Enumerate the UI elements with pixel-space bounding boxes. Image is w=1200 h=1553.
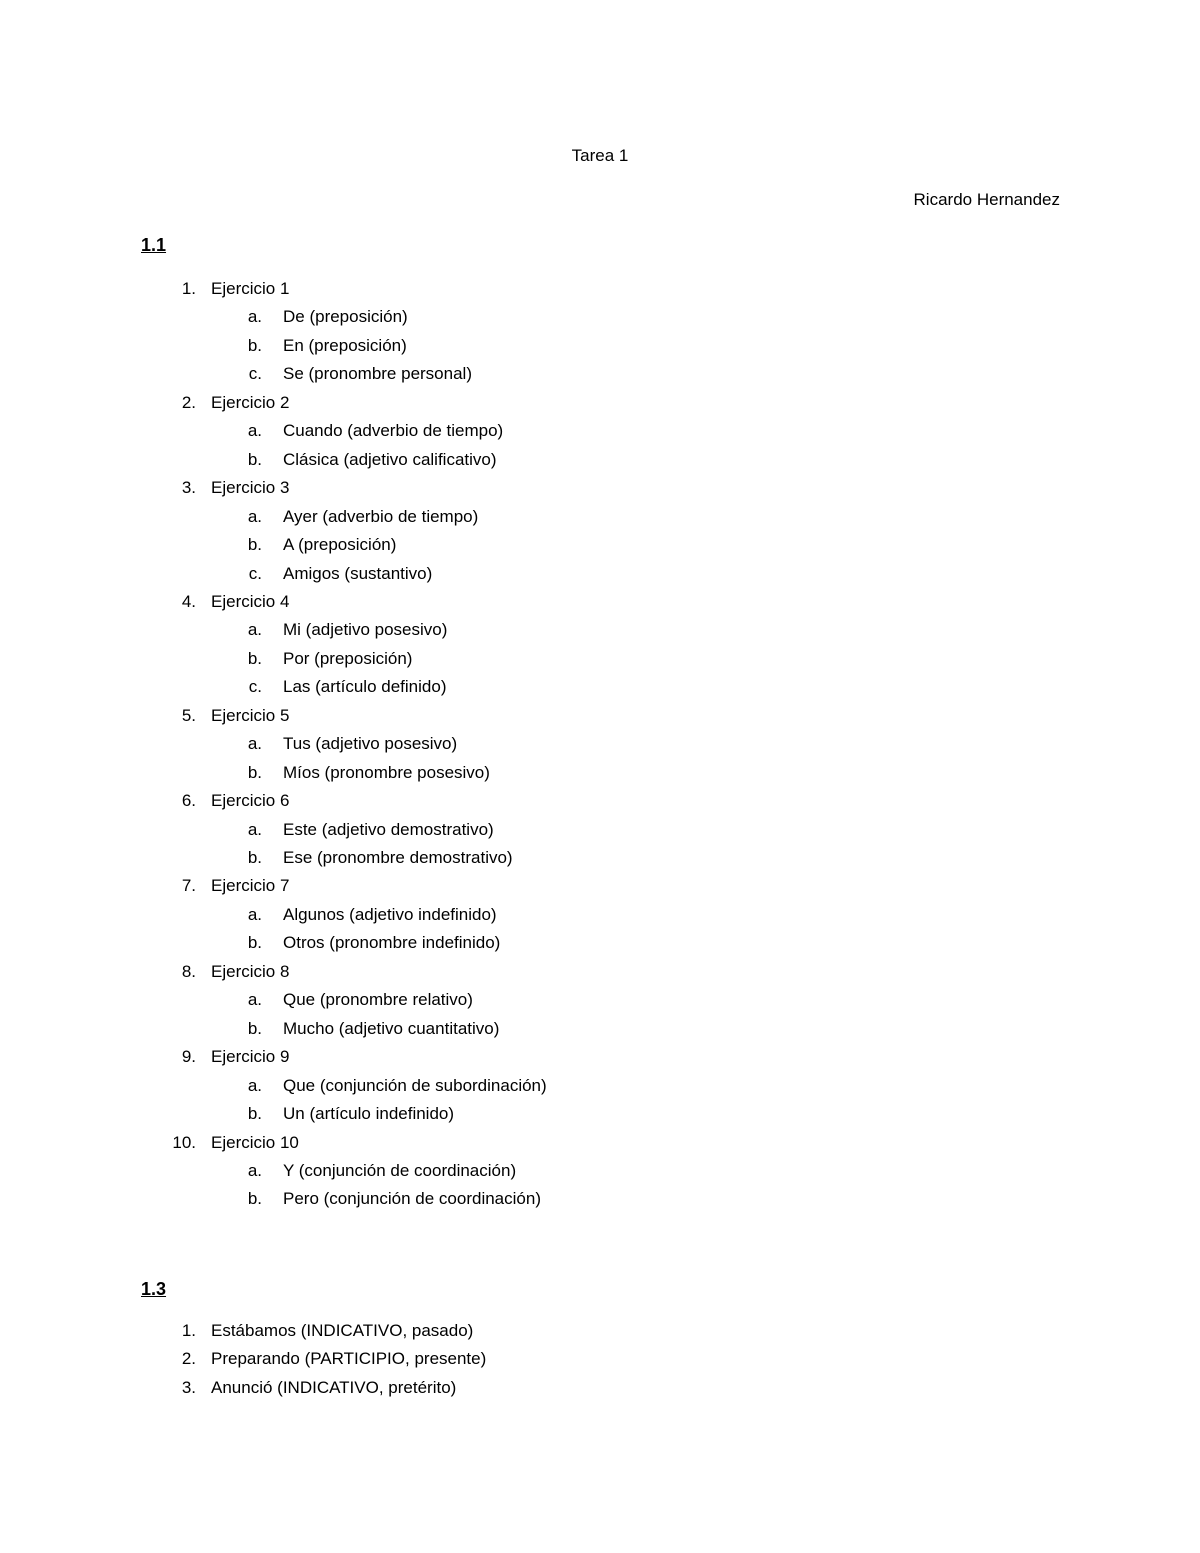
author-name: Ricardo Hernandez — [913, 190, 1060, 209]
section-heading-1-3: 1.3 — [141, 1279, 167, 1299]
exercise-number: 6. — [181, 791, 196, 811]
exercise-number: 1. — [181, 279, 196, 298]
item-letter: a. — [247, 904, 262, 924]
item-letter: b. — [247, 848, 262, 867]
exercise-number: 10. — [172, 1132, 196, 1152]
item-letter: a. — [247, 990, 262, 1010]
item-letter: b. — [247, 335, 262, 355]
item-letter: a. — [247, 1160, 262, 1180]
item-text: Mi (adjetivo posesivo) — [283, 620, 448, 640]
item-letter: a. — [247, 421, 262, 441]
item-text: Mucho (adjetivo cuantitativo) — [283, 1018, 500, 1038]
exercise-label: Ejercicio 5 — [211, 705, 290, 725]
item-text: Ayer (adverbio de tiempo) — [283, 506, 479, 526]
item-text: Clásica (adjetivo calificativo) — [283, 449, 497, 469]
verb-number: 2. — [181, 1349, 196, 1369]
exercise-label: Ejercicio 8 — [211, 961, 290, 981]
verb-number: 3. — [181, 1377, 196, 1397]
item-letter: a. — [247, 1075, 262, 1095]
item-text: Que (pronombre relativo) — [283, 990, 473, 1010]
verb-text: Anunció (INDICATIVO, pretérito) — [211, 1377, 457, 1397]
verb-text: Preparando (PARTICIPIO, presente) — [211, 1349, 487, 1369]
item-text: Ese (pronombre demostrativo) — [283, 848, 513, 867]
item-text: Pero (conjunción de coordinación) — [283, 1189, 541, 1209]
exercise-number: 7. — [181, 876, 196, 896]
item-letter: b. — [247, 762, 262, 782]
item-letter: b. — [247, 933, 262, 953]
item-letter: c. — [248, 677, 262, 697]
item-text: Las (artículo definido) — [283, 677, 447, 697]
item-letter: a. — [247, 506, 262, 526]
item-text: Algunos (adjetivo indefinido) — [283, 904, 497, 924]
item-letter: a. — [247, 734, 262, 754]
exercise-number: 8. — [181, 961, 196, 981]
item-letter: b. — [247, 1018, 262, 1038]
exercise-label: Ejercicio 4 — [211, 591, 290, 611]
verb-number: 1. — [181, 1321, 196, 1340]
item-text: Se (pronombre personal) — [283, 364, 472, 384]
item-letter: c. — [248, 563, 262, 583]
exercise-label: Ejercicio 9 — [211, 1047, 290, 1067]
item-letter: a. — [247, 620, 262, 640]
document-title: Tarea 1 — [571, 146, 629, 165]
exercise-number: 2. — [181, 392, 196, 412]
item-letter: b. — [247, 449, 262, 469]
item-text: Cuando (adverbio de tiempo) — [283, 421, 504, 441]
item-text: Que (conjunción de subordinación) — [283, 1075, 547, 1095]
item-letter: b. — [247, 535, 262, 555]
section-heading-1-1: 1.1 — [141, 235, 167, 255]
exercise-label: Ejercicio 3 — [211, 478, 290, 498]
item-letter: b. — [247, 1104, 262, 1124]
item-text: De (preposición) — [283, 307, 408, 327]
exercise-label: Ejercicio 6 — [211, 791, 290, 811]
item-text: Por (preposición) — [283, 648, 413, 668]
item-text: Este (adjetivo demostrativo) — [283, 819, 494, 839]
item-letter: a. — [247, 819, 262, 839]
exercise-number: 4. — [181, 591, 196, 611]
item-text: A (preposición) — [283, 535, 397, 555]
verb-text: Estábamos (INDICATIVO, pasado) — [211, 1321, 474, 1340]
item-letter: a. — [247, 307, 262, 327]
item-text: Y (conjunción de coordinación) — [283, 1160, 517, 1180]
item-text: Míos (pronombre posesivo) — [283, 762, 490, 782]
exercise-number: 5. — [181, 705, 196, 725]
exercise-label: Ejercicio 10 — [211, 1132, 299, 1152]
exercise-label: Ejercicio 1 — [211, 279, 290, 298]
item-text: Otros (pronombre indefinido) — [283, 933, 501, 953]
exercise-number: 3. — [181, 478, 196, 498]
exercise-number: 9. — [181, 1047, 196, 1067]
item-text: Amigos (sustantivo) — [283, 563, 433, 583]
item-letter: b. — [247, 648, 262, 668]
item-letter: b. — [247, 1189, 262, 1209]
exercise-label: Ejercicio 2 — [211, 392, 290, 412]
exercise-label: Ejercicio 7 — [211, 876, 290, 896]
item-text: En (preposición) — [283, 335, 407, 355]
item-text: Tus (adjetivo posesivo) — [283, 734, 458, 754]
item-letter: c. — [248, 364, 262, 384]
item-text: Un (artículo indefinido) — [283, 1104, 455, 1124]
